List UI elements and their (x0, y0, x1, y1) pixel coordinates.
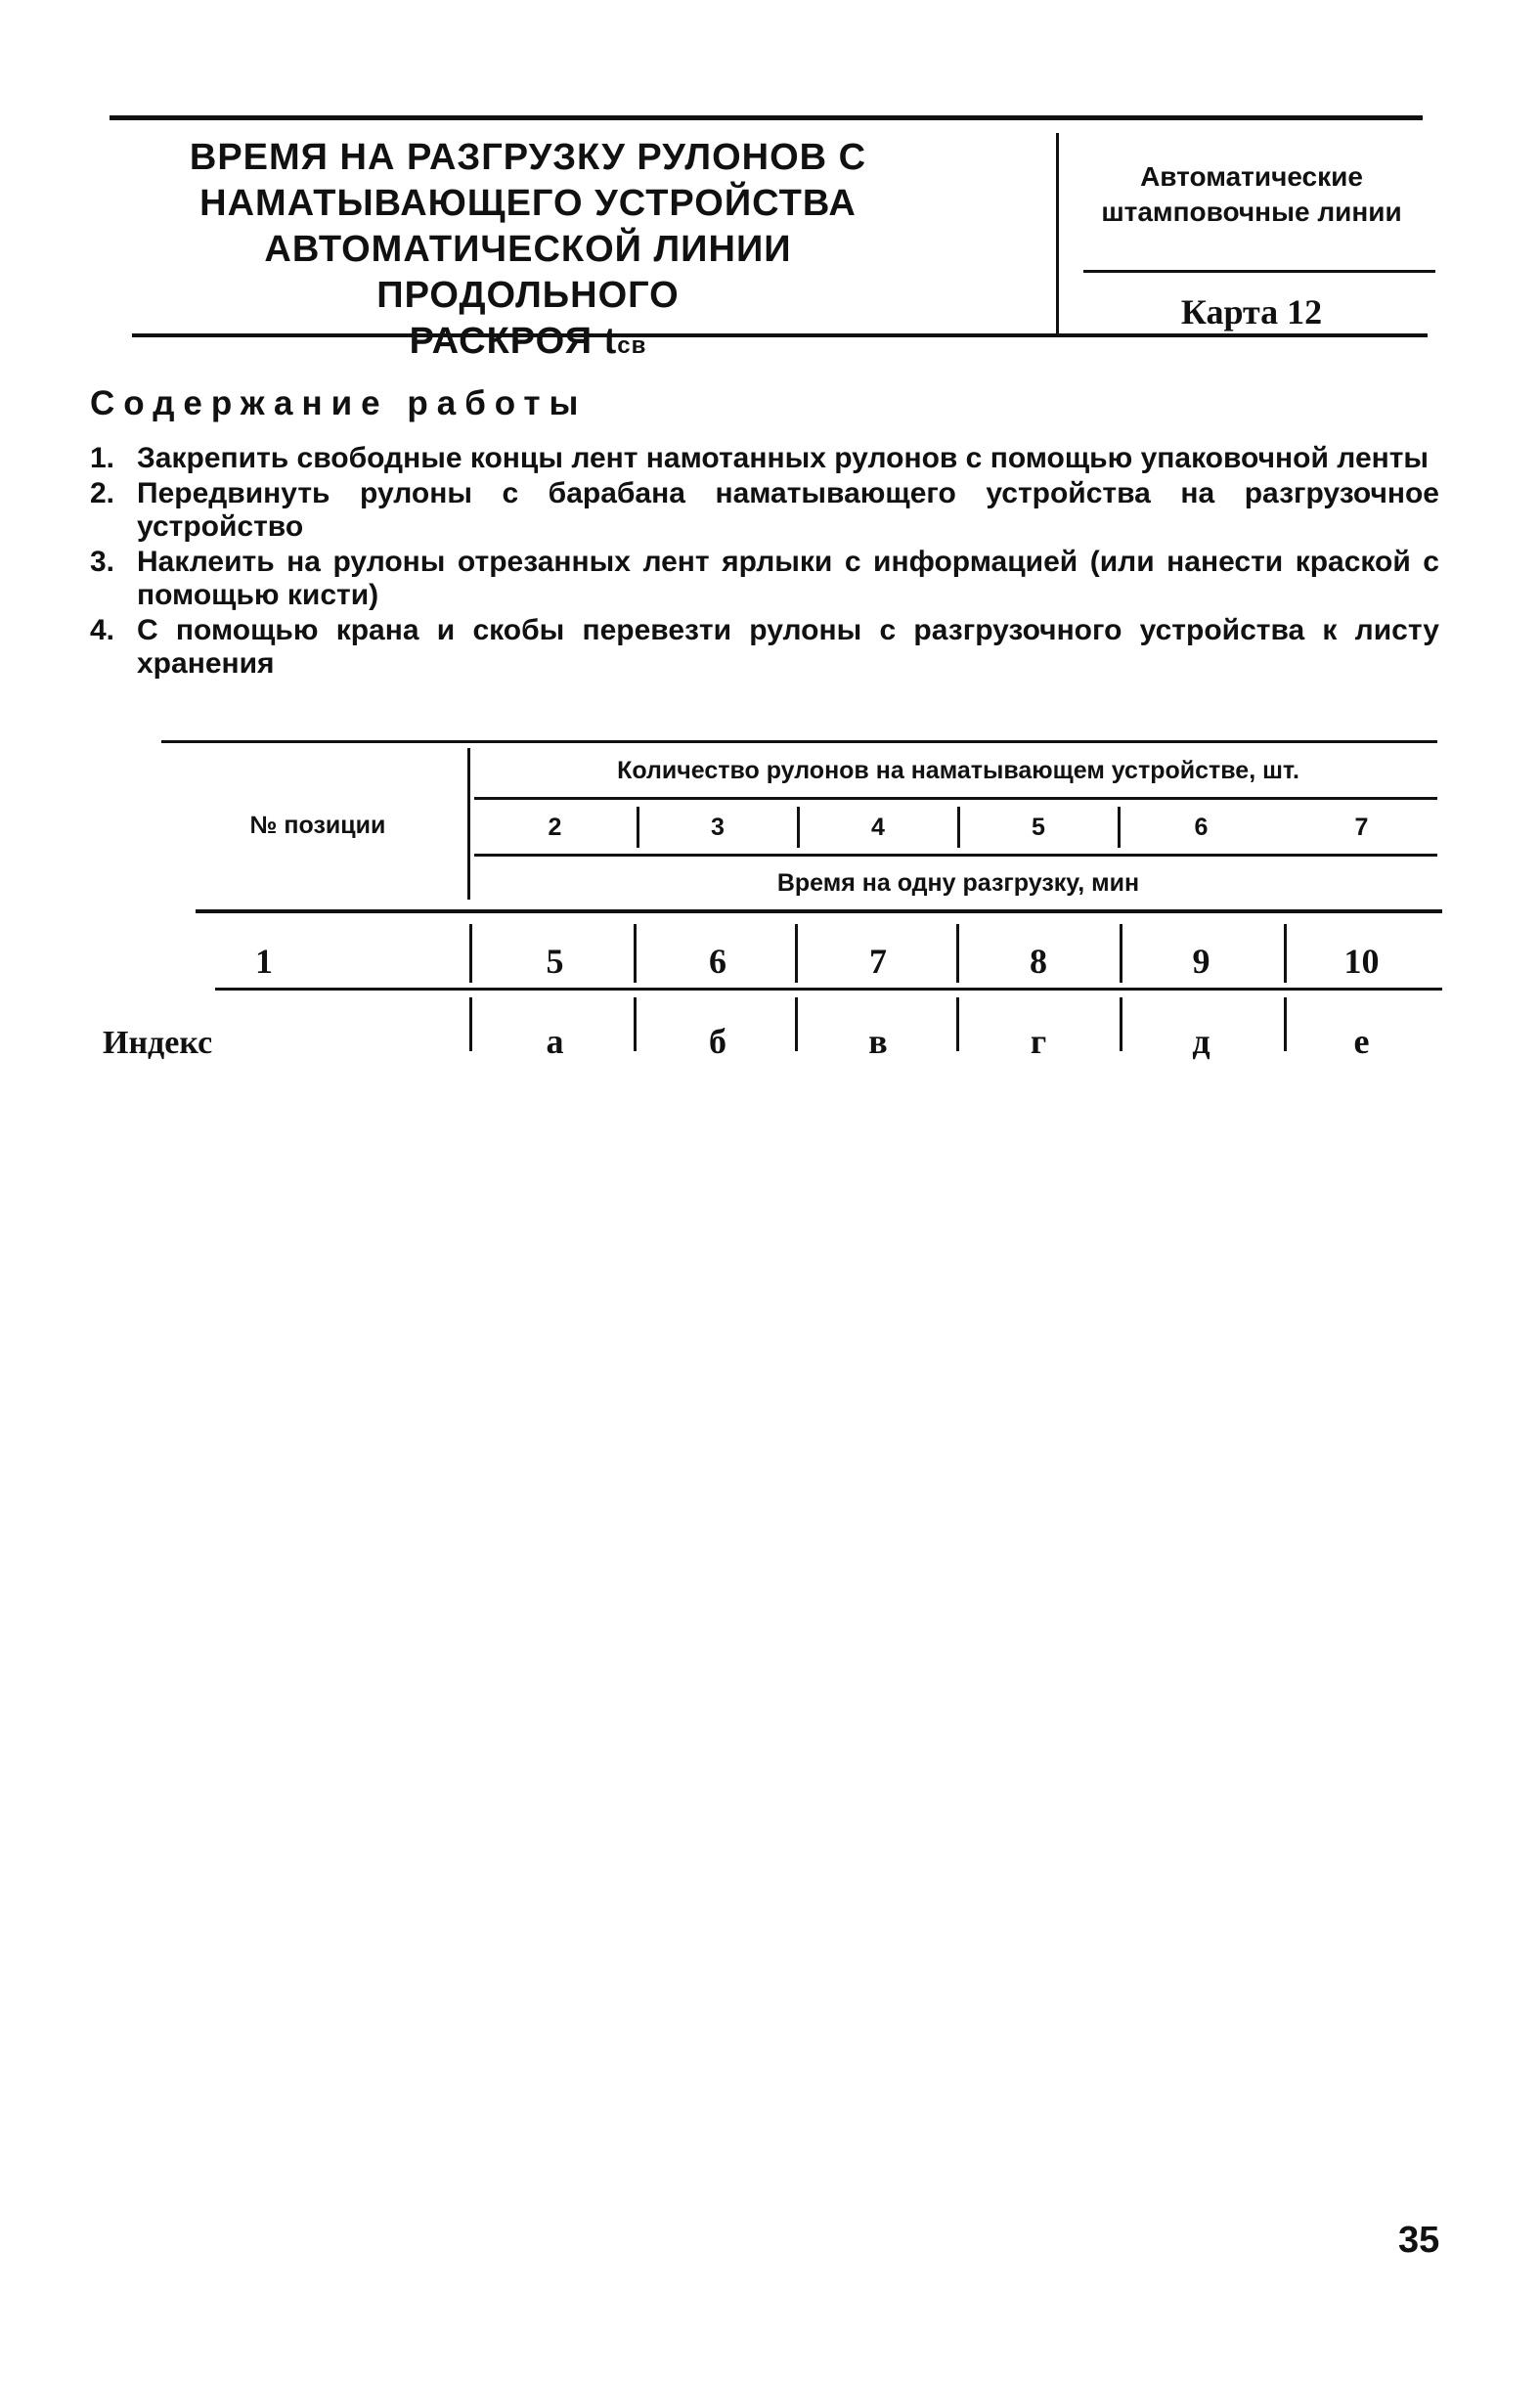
index-label: Индекс (103, 1025, 213, 1061)
time-divider (956, 924, 959, 983)
count-cell: 2 (548, 814, 562, 841)
title-line-4 (127, 319, 929, 369)
table-header-bottom-rule (196, 909, 1442, 913)
index-value: б (709, 1022, 726, 1061)
table-top-rule (161, 740, 1437, 743)
index-divider (1120, 997, 1122, 1051)
index-divider (956, 997, 959, 1051)
position-column-divider (469, 997, 472, 1051)
count-cell: 4 (871, 814, 885, 841)
step-item (90, 614, 1439, 681)
counts-rule (474, 854, 1437, 857)
time-divider (795, 924, 798, 983)
count-divider (637, 807, 639, 848)
step-number: 2. (90, 477, 115, 509)
position-number: 1 (255, 942, 273, 981)
count-group-header: Количество рулонов на наматывающем устройстве, шт. (617, 757, 1299, 784)
header-divider (1056, 133, 1059, 334)
category-line-1: Автоматические (1140, 161, 1363, 192)
group-header-rule (474, 797, 1437, 800)
index-divider (795, 997, 798, 1051)
page-title (127, 135, 929, 369)
step-text: С помощью крана и скобы перевезти рулоны с разгрузочного устройства к листу хранения (137, 614, 1439, 680)
time-value: 8 (1030, 942, 1047, 981)
index-divider (634, 997, 637, 1051)
time-unit-header: Время на одну разгрузку, мин (776, 869, 1140, 897)
title-subscript: св (617, 332, 647, 359)
count-divider (1118, 807, 1121, 848)
page-number: 35 (1398, 2220, 1440, 2261)
index-value: д (1192, 1022, 1210, 1061)
category-line-2: штамповочные линии (1101, 197, 1402, 227)
time-divider (1284, 924, 1287, 983)
count-cell: 3 (711, 814, 725, 841)
step-text: Наклеить на рулоны отрезанных лент ярлыки с информацией (или нанести краской с помощью кисти) (137, 546, 1439, 611)
title-line-1: ВРЕМЯ НА РАЗГРУЗКУ РУЛОНОВ С (189, 137, 867, 178)
time-value: 7 (869, 942, 887, 981)
step-number: 4. (90, 614, 115, 646)
index-divider (1284, 997, 1287, 1051)
count-cell: 7 (1354, 814, 1369, 841)
step-item (90, 477, 1439, 544)
position-column-divider (469, 924, 472, 983)
time-value: 5 (546, 942, 564, 981)
category-label (1061, 159, 1442, 230)
position-column-header: № позиции (249, 812, 386, 839)
step-text: Закрепить свободные концы лент намотанных рулонов с помощью упаковочной ленты (137, 442, 1430, 474)
step-text: Передвинуть рулоны с барабана наматывающего устройства на разгрузочное устройство (137, 477, 1439, 543)
title-last: РАСКРОЯ t (409, 321, 618, 362)
steps-list (90, 442, 1439, 683)
step-item (90, 546, 1439, 612)
time-value: 10 (1343, 942, 1380, 981)
title-line-3: АВТОМАТИЧЕСКОЙ ЛИНИИ ПРОДОЛЬНОГО (264, 229, 792, 316)
index-value: в (868, 1022, 888, 1061)
index-value: а (546, 1022, 564, 1061)
count-divider (797, 807, 800, 848)
title-line-2: НАМАТЫВАЮЩЕГО УСТРОЙСТВА (199, 183, 857, 224)
step-number: 1. (90, 442, 115, 474)
count-divider (957, 807, 960, 848)
count-cell: 6 (1194, 814, 1209, 841)
position-column-divider (467, 748, 470, 900)
step-number: 3. (90, 546, 115, 578)
count-cell: 5 (1032, 814, 1045, 841)
index-value: е (1353, 1022, 1370, 1061)
header-top-rule (110, 115, 1423, 120)
times-row-rule (215, 988, 1442, 991)
index-value: г (1030, 1022, 1047, 1061)
time-divider (1120, 924, 1122, 983)
card-number: Карта 12 (1180, 292, 1323, 331)
section-heading: Содержание работы (90, 384, 588, 422)
time-value: 6 (709, 942, 726, 981)
step-item (90, 442, 1439, 475)
time-divider (634, 924, 637, 983)
card-separator (1083, 270, 1435, 273)
time-value: 9 (1192, 942, 1210, 981)
